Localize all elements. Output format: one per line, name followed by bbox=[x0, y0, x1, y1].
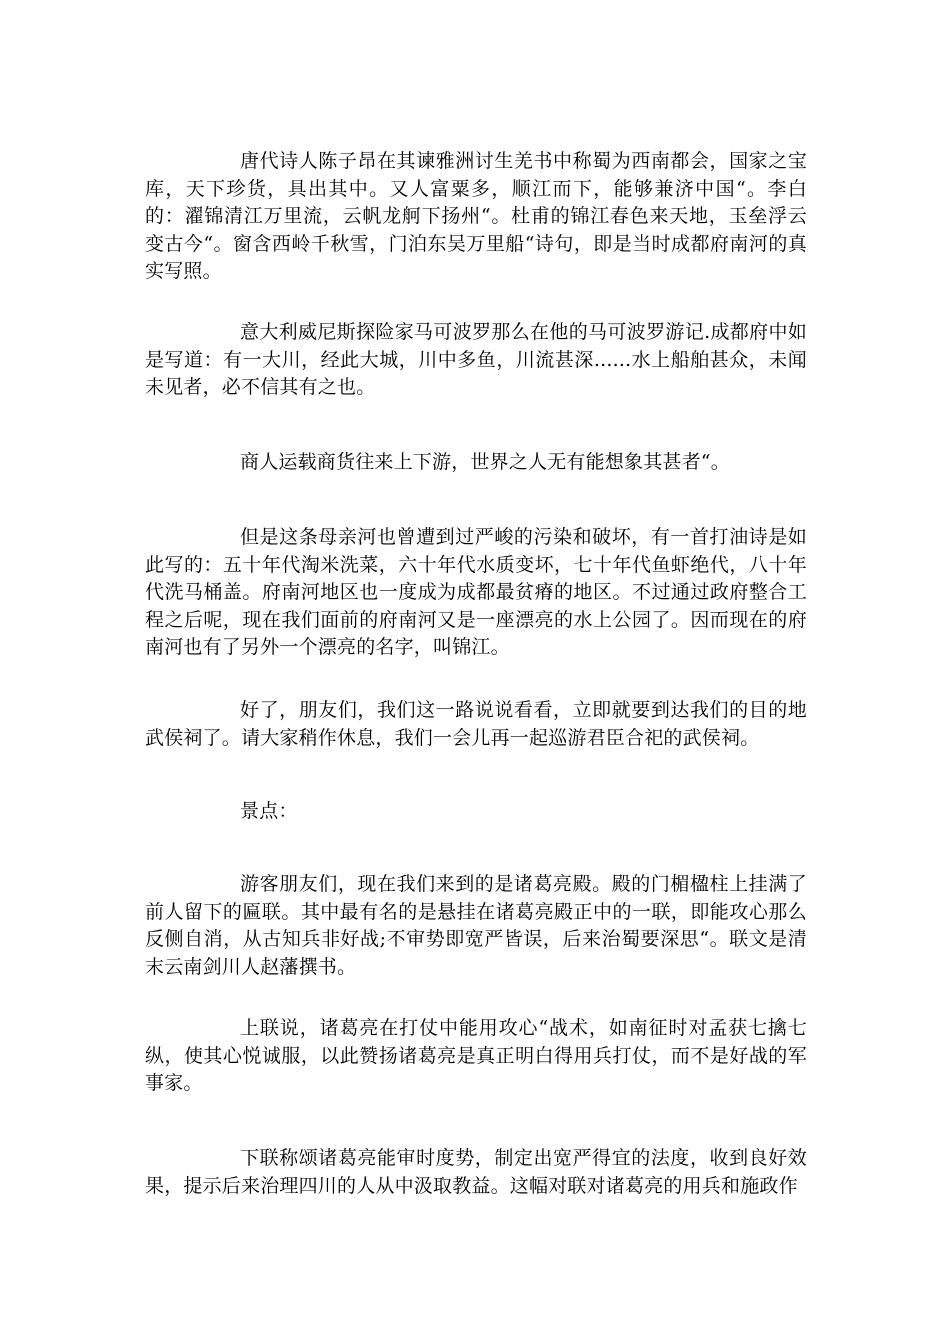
paragraph-first-couplet: 上联说，诸葛亮在打仗中能用攻心“战术，如南征时对孟获七擒七纵，使其心悦诚服，以此赞扬诸葛亮是真正明白得用兵打仗，而不是好战的军事家。 bbox=[145, 1017, 807, 1094]
paragraph-arrival-wuhou: 好了，朋友们，我们这一路说说看看，立即就要到达我们的目的地武侯祠了。请大家稍作休息，我们一会儿再一起巡游君臣合祀的武侯祠。 bbox=[145, 699, 807, 749]
section-heading-scenic-spot: 景点： bbox=[240, 800, 298, 822]
paragraph-river-pollution: 但是这条母亲河也曾遭到过严峻的污染和破坏，有一首打油诗是如此写的：五十年代淘米洗菜，六十年代水质变坏，七十年代鱼虾绝代，八十年代洗马桶盖。府南河地区也一度成为成都最贫瘠的地区。不过通过政府整合工程之后呢，现在我们面前的府南河又是一座漂亮的水上公园了。因而现在的府南河也有了另外一个漂亮的名字，叫锦江。 bbox=[145, 526, 807, 658]
paragraph-zhuge-liang-hall: 游客朋友们，现在我们来到的是诸葛亮殿。殿的门楣楹柱上挂满了前人留下的匾联。其中最有名的是悬挂在诸葛亮殿正中的一联，即能攻心那么反侧自消，从古知兵非好战;不审势即宽严皆误，后来治蜀要深思“。联文是清末云南剑川人赵藩撰书。 bbox=[145, 873, 807, 978]
paragraph-marco-polo: 意大利威尼斯探险家马可波罗那么在他的马可波罗游记.成都府中如是写道：有一大川，经此大城，川中多鱼，川流甚深......水上船舶甚众，未闻未见者，必不信其有之也。 bbox=[145, 321, 807, 398]
paragraph-second-couplet: 下联称颂诸葛亮能审时度势，制定出宽严得宜的法度，收到良好效果，提示后来治理四川的人从中汲取教益。这幅对联对诸葛亮的用兵和施政作 bbox=[145, 1147, 807, 1197]
paragraph-merchants: 商人运载商货往来上下游，世界之人无有能想象其甚者“。 bbox=[240, 451, 730, 473]
paragraph-chen-ziang-poems: 唐代诗人陈子昂在其谏雅洲讨生羌书中称蜀为西南都会，国家之宝库，天下珍货，具出其中。又人富粟多，顺江而下，能够兼济中国“。李白的：濯锦清江万里流，云帆龙舸下扬州“。杜甫的锦江春色来天地，玉垒浮云变古今“。窗含西岭千秋雪，门泊东吴万里船“诗句，即是当时成都府南河的真实写照。 bbox=[145, 150, 807, 282]
